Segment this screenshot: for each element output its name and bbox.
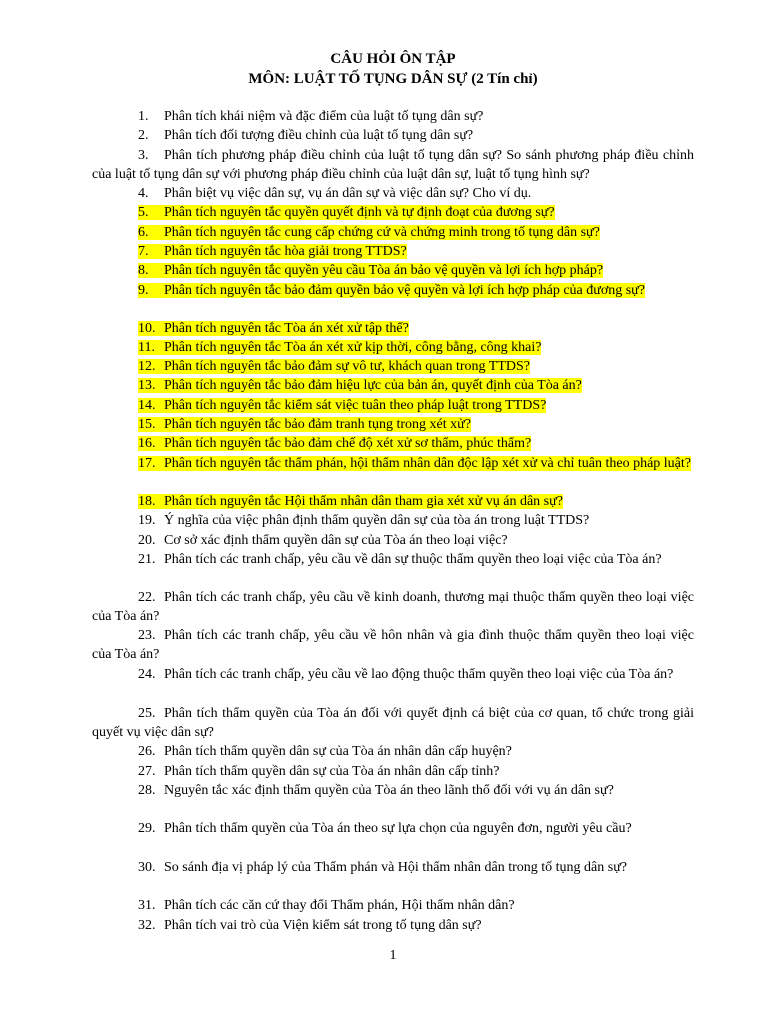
question-text: Phân tích nguyên tắc bảo đảm sự vô tư, khách quan trong TTDS?	[164, 359, 531, 374]
question-number: 26.	[138, 744, 156, 759]
question-body	[92, 148, 694, 182]
question-item	[92, 742, 694, 761]
question-body	[138, 764, 499, 779]
question-item	[92, 184, 694, 203]
highlighted-question	[138, 494, 563, 509]
question-text: Phân tích nguyên tắc quyền quyết định và tự định đoạt của đương sự?	[164, 205, 555, 220]
question-text: Phân tích nguyên tắc bảo đảm tranh tụng trong xét xử?	[164, 417, 471, 432]
question-item	[92, 281, 694, 300]
question-number: 18.	[138, 494, 156, 509]
question-number: 22.	[138, 590, 156, 605]
question-body	[138, 533, 508, 548]
question-number: 16.	[138, 436, 156, 451]
question-number: 4.	[138, 186, 149, 201]
question-item	[92, 107, 694, 126]
question-number: 32.	[138, 918, 156, 933]
question-item	[92, 126, 694, 145]
question-text: Nguyên tắc xác định thẩm quyền của Tòa án theo lãnh thổ đối với vụ án dân sự?	[164, 783, 614, 798]
question-item	[92, 916, 694, 935]
highlighted-question	[138, 244, 407, 259]
question-item	[92, 858, 694, 877]
question-text: Phân tích phương pháp điều chỉnh của luật tố tụng dân sự? So sánh phương pháp điều chỉnh của luật tố tụng dân sự với phương pháp điều chỉnh của luật dân sự, luật tố tụng hình sự?	[92, 148, 694, 182]
question-text: Phân tích các tranh chấp, yêu cầu về lao động thuộc thẩm quyền theo loại việc của Tòa án?	[164, 667, 674, 682]
highlighted-question	[138, 456, 691, 471]
question-item	[92, 415, 694, 434]
question-text: Phân tích nguyên tắc kiểm sát việc tuân theo pháp luật trong TTDS?	[164, 398, 547, 413]
question-text: Phân tích nguyên tắc bảo đảm chế độ xét xử sơ thẩm, phúc thẩm?	[164, 436, 532, 451]
question-number: 30.	[138, 860, 156, 875]
question-body	[92, 628, 694, 662]
question-text: Phân biệt vụ việc dân sự, vụ án dân sự và việc dân sự? Cho ví dụ.	[164, 186, 532, 201]
highlighted-question	[138, 321, 409, 336]
question-text: Phân tích các căn cứ thay đổi Thẩm phán, Hội thẩm nhân dân?	[164, 898, 515, 913]
question-number: 7.	[138, 244, 149, 259]
question-item	[92, 511, 694, 530]
question-text: Phân tích các tranh chấp, yêu cầu về hôn nhân và gia đình thuộc thẩm quyền theo loại việc của Tòa án?	[92, 628, 694, 662]
question-item	[92, 376, 694, 395]
question-text: Ý nghĩa của việc phân định thẩm quyền dân sự của tòa án trong luật TTDS?	[164, 513, 590, 528]
question-number: 11.	[138, 340, 155, 355]
question-item	[92, 531, 694, 550]
question-text: Phân tích thẩm quyền dân sự của Tòa án nhân dân cấp tỉnh?	[164, 764, 500, 779]
question-text: Phân tích nguyên tắc quyền yêu cầu Tòa án bảo vệ quyền và lợi ích hợp pháp?	[164, 263, 604, 278]
question-body	[92, 706, 694, 740]
question-item	[92, 396, 694, 415]
question-item	[92, 242, 694, 261]
question-body	[138, 109, 483, 124]
question-text: Phân tích nguyên tắc Hội thẩm nhân dân tham gia xét xử vụ án dân sự?	[164, 494, 563, 509]
question-body	[138, 783, 614, 798]
question-text: Phân tích khái niệm và đặc điểm của luật tố tụng dân sự?	[164, 109, 484, 124]
question-number: 31.	[138, 898, 156, 913]
question-item	[92, 762, 694, 781]
page-number: 1	[389, 948, 397, 963]
question-number: 9.	[138, 283, 149, 298]
question-number: 20.	[138, 533, 156, 548]
question-item	[92, 819, 694, 838]
question-number: 2.	[138, 128, 149, 143]
question-text: Cơ sở xác định thẩm quyền dân sự của Tòa án theo loại việc?	[164, 533, 508, 548]
question-number: 21.	[138, 552, 156, 567]
question-body	[138, 860, 627, 875]
question-item	[92, 896, 694, 915]
question-text: Phân tích nguyên tắc bảo đảm quyền bảo vệ quyền và lợi ích hợp pháp của đương sự?	[164, 283, 645, 298]
question-item	[92, 261, 694, 280]
question-item	[92, 492, 694, 511]
question-number: 13.	[138, 378, 156, 393]
question-number: 27.	[138, 764, 156, 779]
question-body	[138, 744, 512, 759]
question-text: Phân tích vai trò của Viện kiểm sát trong tố tụng dân sự?	[164, 918, 482, 933]
question-text: Phân tích đối tượng điều chỉnh của luật tố tụng dân sự?	[164, 128, 474, 143]
question-body	[138, 898, 515, 913]
question-text: Phân tích nguyên tắc bảo đảm hiệu lực của bản án, quyết định của Tòa án?	[164, 378, 582, 393]
question-text: Phân tích thẩm quyền của Tòa án theo sự lựa chọn của nguyên đơn, người yêu cầu?	[164, 821, 632, 836]
question-number: 1.	[138, 109, 149, 124]
question-number: 5.	[138, 205, 149, 220]
question-item	[92, 319, 694, 338]
question-body	[138, 513, 589, 528]
question-body	[138, 186, 531, 201]
question-number: 8.	[138, 263, 149, 278]
question-number: 17.	[138, 456, 156, 471]
question-item	[92, 338, 694, 357]
question-text: Phân tích nguyên tắc hòa giải trong TTDS?	[164, 244, 407, 259]
question-number: 29.	[138, 821, 156, 836]
question-number: 19.	[138, 513, 156, 528]
question-text: Phân tích thẩm quyền của Tòa án đối với quyết định cá biệt của cơ quan, tổ chức trong giải quyết vụ việc dân sự?	[92, 706, 694, 740]
question-item	[92, 550, 694, 569]
question-text: Phân tích nguyên tắc Tòa án xét xử tập thể?	[164, 321, 409, 336]
question-item	[92, 223, 694, 242]
question-item	[92, 146, 694, 184]
question-text: Phân tích nguyên tắc thẩm phán, hội thẩm nhân dân độc lập xét xử và chỉ tuân theo pháp luật?	[164, 456, 691, 471]
question-text: Phân tích nguyên tắc Tòa án xét xử kịp thời, công bằng, công khai?	[164, 340, 542, 355]
question-item	[92, 626, 694, 664]
highlighted-question	[138, 417, 471, 432]
question-number: 6.	[138, 225, 149, 240]
question-number: 14.	[138, 398, 156, 413]
highlighted-question	[138, 378, 582, 393]
question-body	[138, 128, 473, 143]
document-subtitle: MÔN: LUẬT TỐ TỤNG DÂN SỰ (2 Tín chỉ)	[248, 71, 538, 87]
question-body	[138, 552, 662, 567]
question-item	[92, 665, 694, 684]
question-number: 25.	[138, 706, 156, 721]
highlighted-question	[138, 263, 603, 278]
highlighted-question	[138, 340, 541, 355]
question-number: 28.	[138, 783, 156, 798]
question-body	[138, 918, 482, 933]
highlighted-question	[138, 225, 600, 240]
question-item	[92, 203, 694, 222]
question-number: 3.	[138, 148, 149, 163]
question-text: Phân tích các tranh chấp, yêu cầu về dân sự thuộc thẩm quyền theo loại việc của Tòa án?	[164, 552, 662, 567]
question-number: 10.	[138, 321, 156, 336]
question-text: Phân tích nguyên tắc cung cấp chứng cứ và chứng minh trong tố tụng dân sự?	[164, 225, 600, 240]
highlighted-question	[138, 283, 645, 298]
question-item	[92, 588, 694, 626]
highlighted-question	[138, 398, 546, 413]
question-body	[138, 821, 632, 836]
question-number: 12.	[138, 359, 156, 374]
question-item	[92, 704, 694, 742]
document-title: CÂU HỎI ÔN TẬP	[330, 51, 456, 67]
question-body	[92, 590, 694, 624]
question-item	[92, 434, 694, 453]
question-body	[138, 667, 673, 682]
question-text: So sánh địa vị pháp lý của Thẩm phán và Hội thẩm nhân dân trong tố tụng dân sự?	[164, 860, 628, 875]
highlighted-question	[138, 205, 555, 220]
question-number: 15.	[138, 417, 156, 432]
question-item	[92, 781, 694, 800]
question-number: 24.	[138, 667, 156, 682]
question-text: Phân tích các tranh chấp, yêu cầu về kinh doanh, thương mại thuộc thẩm quyền theo loại việc của Tòa án?	[92, 590, 694, 624]
highlighted-question	[138, 436, 531, 451]
question-text: Phân tích thẩm quyền dân sự của Tòa án nhân dân cấp huyện?	[164, 744, 512, 759]
question-item	[92, 357, 694, 376]
highlighted-question	[138, 359, 530, 374]
question-number: 23.	[138, 628, 156, 643]
question-item	[92, 454, 694, 473]
